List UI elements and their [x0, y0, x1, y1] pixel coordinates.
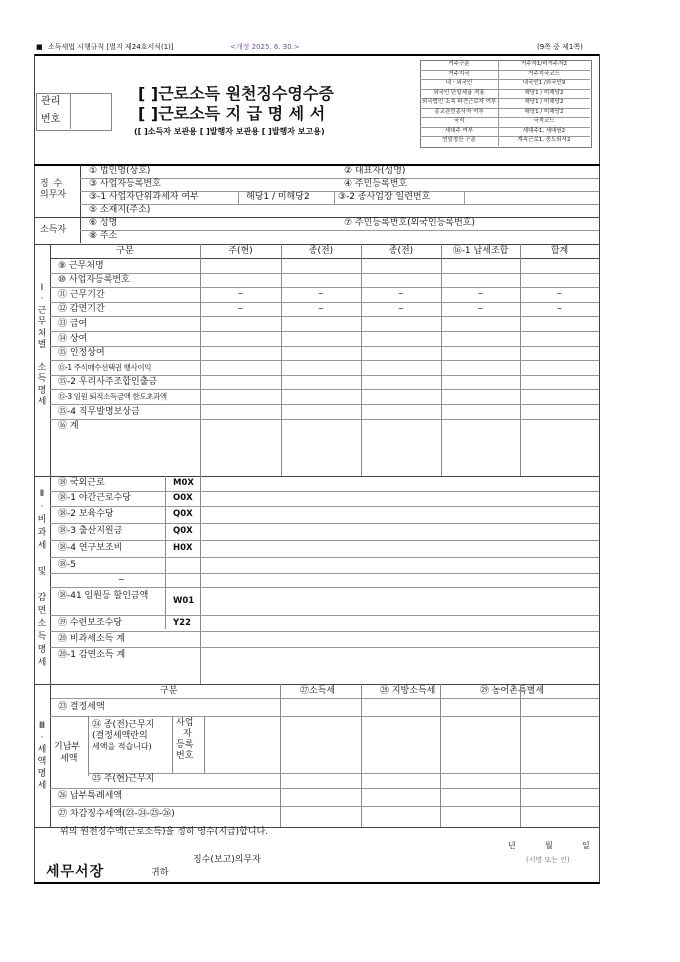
section3-column-header: ㉙ 농어촌특별세 [480, 686, 545, 696]
section2-code-divider [165, 476, 166, 629]
section1-row-line [50, 331, 599, 332]
business-number-label-4: 번호 [176, 751, 194, 761]
section1-col-divider [441, 244, 442, 476]
payer-business-number: ③ 사업자등록번호 [89, 179, 161, 189]
section1-vertical-label-char: 소 [37, 362, 47, 373]
section2-row-code: Q0X [173, 526, 193, 536]
admin-number-divider [70, 93, 71, 129]
section1-vertical-label-char: 득 [37, 374, 47, 385]
bizno-divider [172, 716, 173, 773]
section1-column-header: 종(전) [388, 246, 414, 256]
section2-vertical-label-char: 세 [37, 658, 47, 668]
section2-row-code: H0X [173, 543, 193, 553]
payer-representative: ② 대표자(성명) [344, 166, 406, 176]
period-tilde: ~ [237, 304, 244, 313]
section1-row-label: ⑮ 인정상여 [58, 348, 105, 359]
payer-unit-taxation: ③-1 사업자단위과세자 여부 [89, 192, 199, 202]
section2-vertical-label-char: 명 [37, 645, 47, 655]
section3-header-line [50, 698, 599, 699]
section2-row-label: ⑳ 비과세소득 계 [58, 633, 125, 644]
residency-value: 국적코드 [533, 118, 555, 124]
section3-row-line [88, 773, 599, 774]
form-top-border [34, 54, 600, 56]
section3-vertical-label-char: 명 [37, 769, 47, 779]
section3-col-divider [361, 684, 362, 827]
section1-col-divider [200, 244, 201, 476]
section2-row-line [50, 615, 599, 616]
section2-vertical-label-char: 소 [37, 619, 47, 629]
payer-unit-divider [238, 191, 239, 204]
residency-label: 국적 [453, 118, 465, 124]
section3-column-header: ㉘ 지방소득세 [380, 686, 436, 696]
section3-column-header: ㉗소득세 [300, 686, 336, 696]
prepaid-divider [88, 716, 89, 776]
section2-row-code: M0X [173, 478, 194, 488]
residency-value: 내국인1 /외국인9 [522, 80, 566, 86]
section2-vertical-label-char: 득 [37, 632, 47, 642]
law-reference: 소득세법 시행규칙 [별지 제24호서식(1)] [48, 43, 174, 51]
earner-resident-number: ⑦ 주민등록번호(외국인등록번호) [344, 218, 475, 228]
residency-value: 해당1 / 미해당2 [524, 108, 564, 115]
residency-label: 연말정산 구분 [442, 137, 476, 143]
earner-section-label: 소득자 [40, 225, 67, 235]
section2-row-code: Y22 [173, 617, 191, 628]
section1-column-header: ⑯-1 납세조합 [452, 246, 509, 256]
previous-workplace-note: (결정세액란의 [92, 731, 148, 741]
section2-row-label: ⑱-2 보육수당 [58, 509, 114, 519]
residency-label: 거주지국 [448, 70, 470, 77]
section1-row-label: ⑭ 상여 [58, 333, 88, 344]
section1-row-label: ⑮-3 임원 퇴직소득금액 한도초과액 [58, 391, 167, 401]
residency-value: 거주지국코드 [528, 70, 560, 77]
section2-row-label: ⑱-1 야간근로수당 [58, 493, 131, 503]
payer-section-label-2: 의무자 [40, 190, 67, 200]
section1-vertical-label-char: 별 [37, 340, 47, 350]
section2-row-label: ⑱ 국외근로 [58, 478, 105, 488]
section1-vertical-label-char: 처 [37, 328, 47, 339]
section2-vertical-label-char: 세 [37, 541, 47, 551]
section1-column-header: 구분 [116, 246, 134, 256]
earner-address: ⑧ 주소 [89, 231, 118, 241]
date-month-label: 월 [545, 841, 553, 850]
section1-vertical-label-char: 명 [37, 385, 47, 396]
signature-note: (서명 또는 인) [526, 856, 570, 864]
payer-branch-serial: ③-2 종사업장 일련번호 [338, 192, 431, 202]
section3-row-line [50, 716, 599, 717]
previous-workplace-label: ㉔ 종(전)근무지 [92, 720, 155, 730]
section3-vertical-label-char: · [40, 733, 44, 743]
section1-row-line [50, 404, 599, 405]
special-tax-label: ㉖ 납부특례세액 [58, 791, 123, 801]
section2-row-tilde: ~ [118, 575, 125, 584]
payer-earner-border [34, 217, 600, 218]
form-square-mark: ■ [36, 43, 43, 51]
section2-row-code: W01 [173, 595, 195, 606]
section2-row-line [50, 523, 599, 524]
residency-row-line [420, 70, 590, 71]
section2-row-line [50, 491, 599, 492]
section1-row-label: ⑫ 감면기간 [58, 304, 105, 315]
section1-col-divider [520, 244, 521, 476]
section1-row-line [50, 316, 599, 317]
section2-row-line [50, 573, 599, 574]
current-workplace-label: ㉕ 주(현)근무지 [92, 774, 155, 784]
decided-tax-label: ㉓ 결정세액 [58, 702, 105, 712]
section2-vertical-label-char: Ⅱ [39, 489, 45, 499]
section3-vertical-label-char: 액 [37, 757, 47, 767]
section1-row-label: ⑪ 근무기간 [58, 289, 105, 300]
section1-vertical-label-char: 세 [37, 397, 47, 407]
section1-row-label: ⑩ 사업자등록번호 [58, 275, 130, 286]
revision-date: <개정 2025. 6. 30.> [230, 43, 300, 51]
section2-row-line [50, 540, 599, 541]
section1-row-label: ⑨ 근무처명 [58, 260, 104, 271]
section1-vertical-label-char: · [40, 294, 44, 305]
section2-vertical-label-char: 과 [37, 528, 47, 538]
section2-vertical-label-char: 면 [37, 606, 47, 616]
payer-row-line [80, 204, 599, 205]
payer-branch-divider [464, 191, 465, 204]
section2-row-label: ⑱-4 연구보조비 [58, 543, 123, 553]
residency-value: 계속근로1, 중도퇴사2 [517, 137, 571, 143]
earner-row-line [80, 230, 599, 231]
section1-row-label: ⑮-2 우리사주조합인출금 [58, 377, 158, 388]
period-tilde: ~ [398, 304, 404, 313]
form-right-border [599, 54, 600, 882]
period-tilde: ~ [477, 304, 484, 313]
admin-label-2: 번호 [41, 114, 61, 125]
business-number-label-2: 자 [183, 729, 192, 739]
business-number-label: 사업 [176, 718, 194, 728]
section3-row-line [50, 806, 599, 807]
residency-label: 거주구분 [448, 61, 470, 67]
payer-resident-number: ④ 주민등록번호 [344, 179, 408, 189]
section3-vertical-label-char: Ⅲ [38, 721, 46, 731]
section1-row-line [50, 360, 599, 361]
section3-header-label: 구분 [160, 686, 178, 696]
section2-row-label: ⑱-5 [58, 559, 76, 570]
earner-name: ⑥ 성명 [89, 218, 118, 228]
section2-row-label: ⑳-1 감면소득 계 [58, 649, 126, 660]
section3-vertical-label-char: 세 [37, 781, 47, 791]
date-year-label: 년 [508, 841, 516, 850]
section2-vertical-label-char: 및 [37, 567, 47, 577]
payer-unit-taxation-options: 해당1 / 미해당2 [246, 192, 310, 202]
section1-vertical-label-char: 무 [37, 317, 47, 328]
form-left-border [34, 54, 35, 882]
section2-vertical-label-char: 비 [37, 515, 47, 525]
section1-row-line [50, 302, 599, 303]
period-tilde: ~ [556, 304, 563, 313]
residency-label: 내ㆍ외국인 [445, 80, 473, 86]
balance-tax-label: ㉗ 차감징수세액(㉓-㉔-㉕-㉖) [58, 809, 175, 819]
section3-col-divider [520, 684, 521, 827]
payer-corp-name: ① 법인명(상호) [89, 166, 151, 176]
section1-row-label: ⑬ 급여 [58, 318, 88, 329]
period-tilde: ~ [318, 290, 324, 299]
section2-label-divider [50, 476, 51, 684]
tax-office-label: 세무서장 [46, 864, 105, 880]
prepaid-tax-label: 기납부 [54, 742, 81, 752]
form-copy-type: ([ ]소득자 보관용 [ ]발행자 보관용 [ ]발행자 보고용) [134, 127, 325, 136]
period-tilde: ~ [237, 290, 244, 299]
section2-row-line [50, 557, 599, 558]
section1-row-line [50, 287, 599, 288]
section1-column-header: 주(현) [228, 246, 253, 256]
section1-row-line [50, 346, 599, 347]
section1-row-line [50, 375, 599, 376]
section1-top-line [34, 244, 600, 245]
section2-row-code: O0X [173, 493, 193, 503]
residency-label: 외국인 단일세율 적용 [433, 89, 485, 96]
section1-row-line [50, 273, 599, 274]
residency-value: 거주자1/비거주자2 [520, 61, 568, 67]
previous-workplace-note-2: 세액을 적습니다) [92, 742, 152, 751]
section2-vertical-label-char: · [40, 502, 44, 512]
form-bottom-border [34, 882, 600, 884]
section2-row-line [50, 506, 599, 507]
section3-col-divider [280, 684, 281, 827]
residency-value: 해당1 / 미해당2 [524, 99, 564, 105]
period-tilde: ~ [477, 290, 484, 299]
period-tilde: ~ [398, 290, 404, 299]
section1-row-line [50, 389, 599, 390]
section3-col-divider [440, 684, 441, 827]
section2-row-line [50, 631, 599, 632]
page-indicator: (9쪽 중 제1쪽) [537, 43, 583, 51]
section1-vertical-label-char: 근 [37, 305, 47, 316]
section2-top-line [34, 476, 600, 477]
section1-column-header: 종(전) [308, 246, 334, 256]
section1-row-label: ⑮-1 주식매수선택권 행사이익 [58, 362, 152, 372]
date-day-label: 일 [582, 841, 590, 850]
section1-row-label: ⑮-4 직무발명보상금 [58, 406, 140, 417]
section2-row-code: Q0X [173, 509, 193, 519]
section1-header-line [50, 258, 599, 259]
section2-row-line [50, 647, 599, 648]
form-title-statement: [ ]근로소득 지 급 명 세 서 [138, 104, 326, 123]
section1-row-label: ⑯ 계 [58, 421, 79, 432]
bizno-value-divider [204, 716, 205, 773]
section2-row-label: ⑱-3 출산지원금 [58, 526, 123, 536]
residency-value: 해당1 / 미해당2 [524, 89, 564, 96]
prepaid-tax-label-2: 세액 [60, 754, 78, 764]
section3-top-line [34, 684, 600, 685]
tax-office-honorific: 귀하 [151, 868, 169, 878]
payer-section-label: 징 수 [40, 179, 64, 189]
section2-value-divider [200, 476, 201, 684]
section1-column-header: 합계 [550, 246, 569, 256]
residency-label: 외국법인 소속 파견근로자 여부 [422, 99, 497, 105]
section1-col-divider [361, 244, 362, 476]
section1-vertical-label-char: Ⅰ [40, 283, 44, 293]
payer-unit-divider [334, 191, 335, 204]
form-title-receipt: [ ]근로소득 원천징수영수증 [138, 84, 334, 103]
section2-vertical-label-char: 감 [37, 593, 47, 603]
section2-row-label: ⑲ 수련보조수당 [58, 617, 123, 628]
business-number-label-3: 등록 [176, 740, 194, 750]
period-tilde: ~ [556, 290, 563, 299]
section2-row-label: ⑱-41 임원등 할인금액 [58, 591, 149, 601]
section3-vertical-label-char: 세 [37, 745, 47, 755]
section3-row-line [50, 788, 599, 789]
residency-value: 세대주1, 세대원2 [522, 127, 566, 134]
residency-col-divider [498, 60, 499, 146]
payer-signature-label: 징수(보고)의무자 [193, 855, 261, 865]
admin-label: 관리 [41, 96, 61, 107]
receipt-statement: 위의 원천징수액(근로소득)을 정히 영수(지급)합니다. [60, 827, 269, 837]
section1-row-line [50, 419, 599, 420]
period-tilde: ~ [318, 304, 324, 313]
section2-row-line [50, 587, 599, 588]
payer-address: ⑤ 소재지(주소) [89, 205, 151, 215]
residency-label: 종교관련종사자 여부 [434, 108, 484, 115]
residency-label: 세대주 여부 [444, 127, 474, 134]
section1-col-divider [281, 244, 282, 476]
residency-row-line [420, 117, 590, 118]
